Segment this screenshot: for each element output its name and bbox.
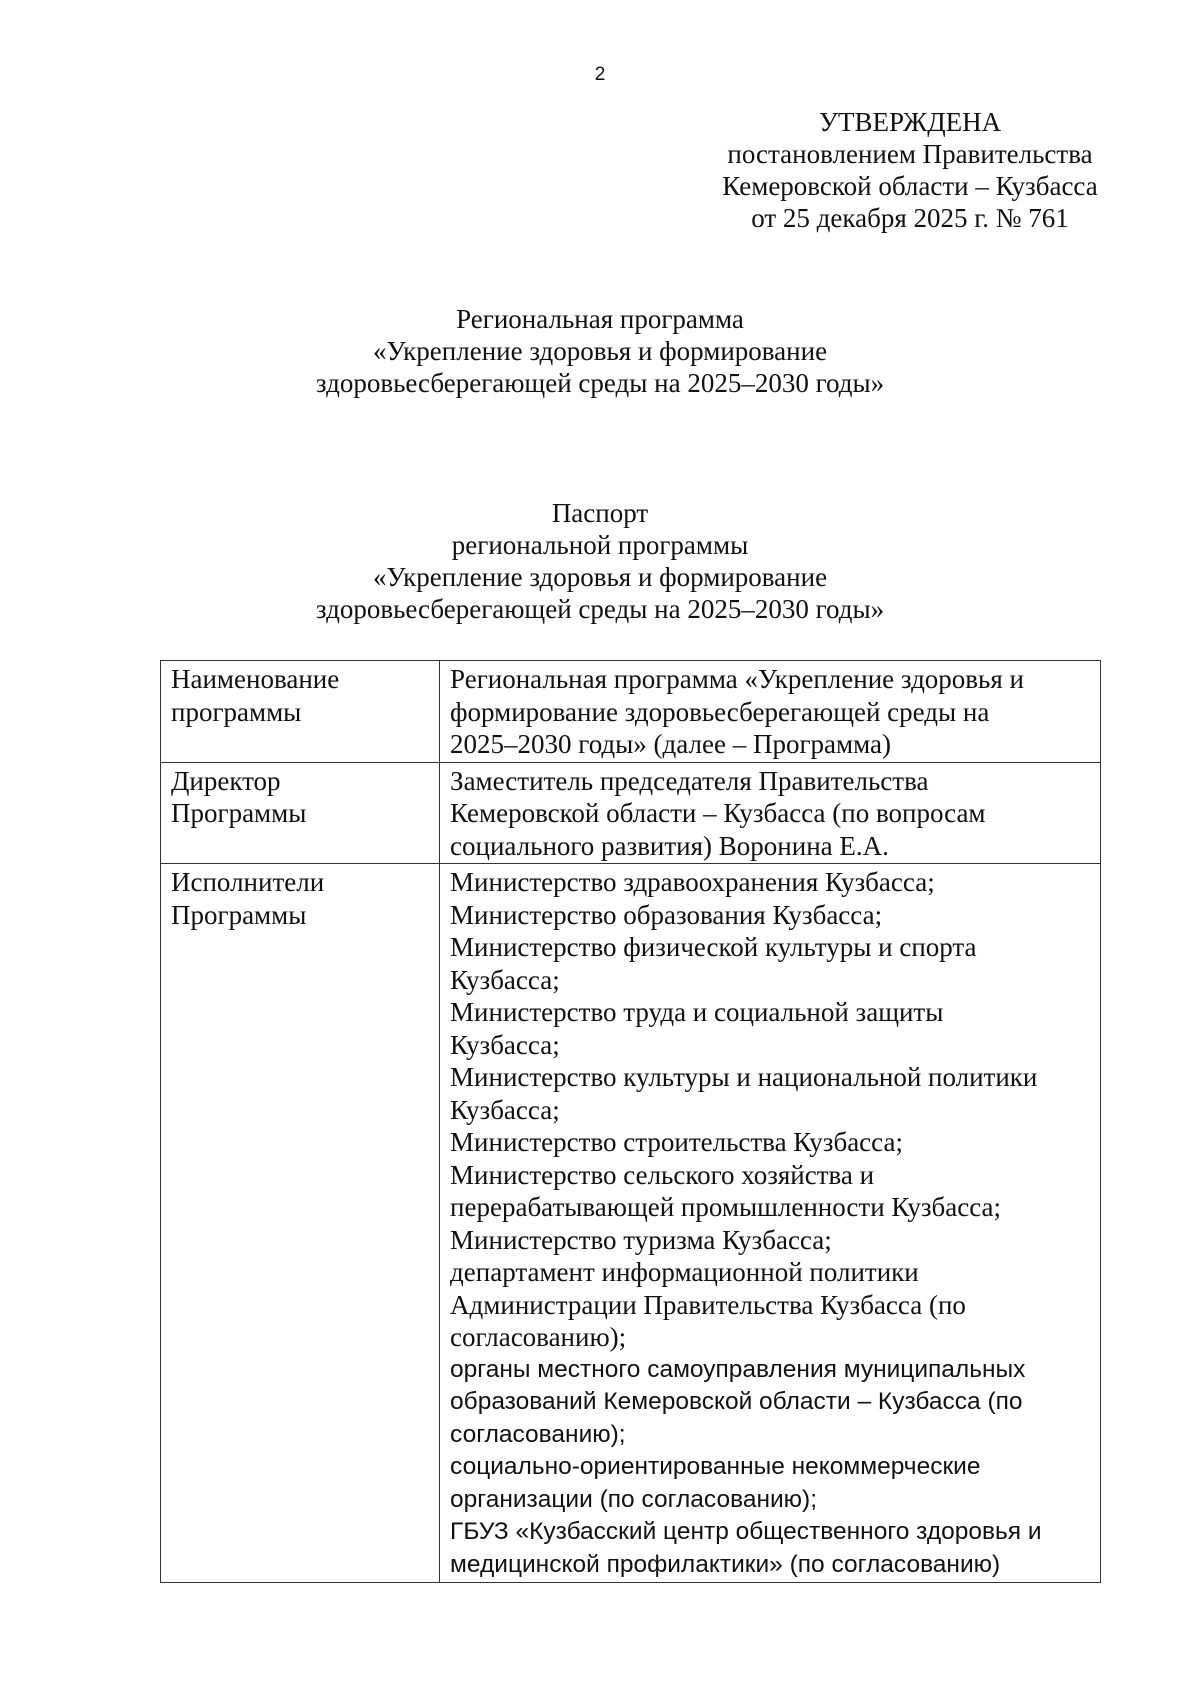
row-label-line: Наименование — [171, 664, 340, 694]
row-value-line: 2025–2030 годы» (далее – Программа) — [450, 729, 891, 759]
table-row — [161, 864, 1101, 1583]
row-value-line: Кузбасса; — [450, 1029, 560, 1060]
row-value-line: согласованию); — [450, 1322, 627, 1352]
row-value-line: органы местного самоуправления муниципальных — [450, 1355, 1026, 1383]
row-value-cell — [440, 661, 1101, 763]
row-label-line: Программы — [171, 899, 307, 930]
row-value-line: социально-ориентированные некоммерческие — [450, 1453, 981, 1480]
row-value-line: Кузбасса; — [450, 1094, 560, 1125]
row-label-line: Исполнители — [171, 867, 325, 897]
row-label-cell — [161, 762, 440, 864]
row-label-line: Программы — [171, 798, 307, 828]
row-value-line: перерабатывающей промышленности Кузбасса; — [450, 1192, 1002, 1222]
row-value-line: департамент информационной политики — [450, 1257, 919, 1287]
approval-line: постановлением Правительства — [727, 139, 1093, 169]
approval-line: от 25 декабря 2025 г. № 761 — [751, 203, 1069, 233]
approval-stamp — [700, 106, 1120, 234]
table-row — [161, 661, 1101, 763]
row-value-cell — [440, 864, 1101, 1583]
passport-title — [0, 497, 1200, 625]
row-label-line: программы — [171, 696, 302, 727]
row-value-line: Региональная программа «Укрепление здоровья и — [450, 664, 1024, 694]
approval-line: УТВЕРЖДЕНА — [818, 107, 1002, 137]
row-label-line: Директор — [171, 765, 281, 796]
passport-title-line: Паспорт — [551, 498, 649, 528]
row-value-cell — [440, 762, 1101, 864]
program-title-line: здоровьесберегающей среды на 2025–2030 годы» — [315, 368, 885, 398]
row-value-line: Министерство строительства Кузбасса; — [450, 1127, 903, 1157]
table-row — [161, 762, 1101, 864]
row-value-line: медицинской профилактики» (по согласованию) — [450, 1550, 1001, 1578]
row-value-line: Министерство образования Кузбасса; — [450, 899, 883, 930]
program-title-line: Региональная программа — [456, 304, 744, 334]
row-value-line: Администрации Правительства Кузбасса (по — [450, 1289, 966, 1320]
passport-title-line: региональной программы — [451, 530, 749, 560]
row-value-line: образований Кемеровской области – Кузбасса (по — [450, 1388, 1023, 1415]
row-value-line: организации (по согласованию); — [450, 1485, 818, 1513]
row-value-line: Министерство труда и социальной защиты — [450, 997, 944, 1027]
row-value-line: Министерство сельского хозяйства и — [450, 1159, 875, 1190]
row-value-line: Заместитель председателя Правительства — [450, 765, 929, 796]
row-label-cell — [161, 864, 440, 1583]
row-value-line: согласованию); — [450, 1420, 626, 1448]
approval-line: Кемеровской области – Кузбасса — [722, 171, 1098, 201]
row-value-line: Министерство физической культуры и спорта — [450, 932, 977, 962]
passport-table — [160, 660, 1101, 1583]
row-value-line: ГБУЗ «Кузбасский центр общественного здоровья и — [450, 1518, 1042, 1545]
row-value-line: Министерство здравоохранения Кузбасса; — [450, 867, 935, 897]
row-value-line: формирование здоровьесберегающей среды на — [450, 696, 990, 727]
page-number: 2 — [594, 64, 606, 85]
row-value-line: Министерство туризма Кузбасса; — [450, 1224, 832, 1255]
row-value-line: Кузбасса; — [450, 964, 560, 995]
row-value-line: социального развития) Воронина Е.А. — [450, 830, 889, 861]
program-title — [0, 303, 1200, 399]
row-label-cell — [161, 661, 440, 763]
row-value-line: Министерство культуры и национальной политики — [450, 1062, 1038, 1092]
program-title-line: «Укрепление здоровья и формирование — [372, 336, 828, 366]
row-value-line: Кемеровской области – Кузбасса (по вопросам — [450, 798, 986, 828]
passport-title-line: здоровьесберегающей среды на 2025–2030 годы» — [315, 594, 885, 624]
passport-title-line: «Укрепление здоровья и формирование — [372, 562, 828, 592]
